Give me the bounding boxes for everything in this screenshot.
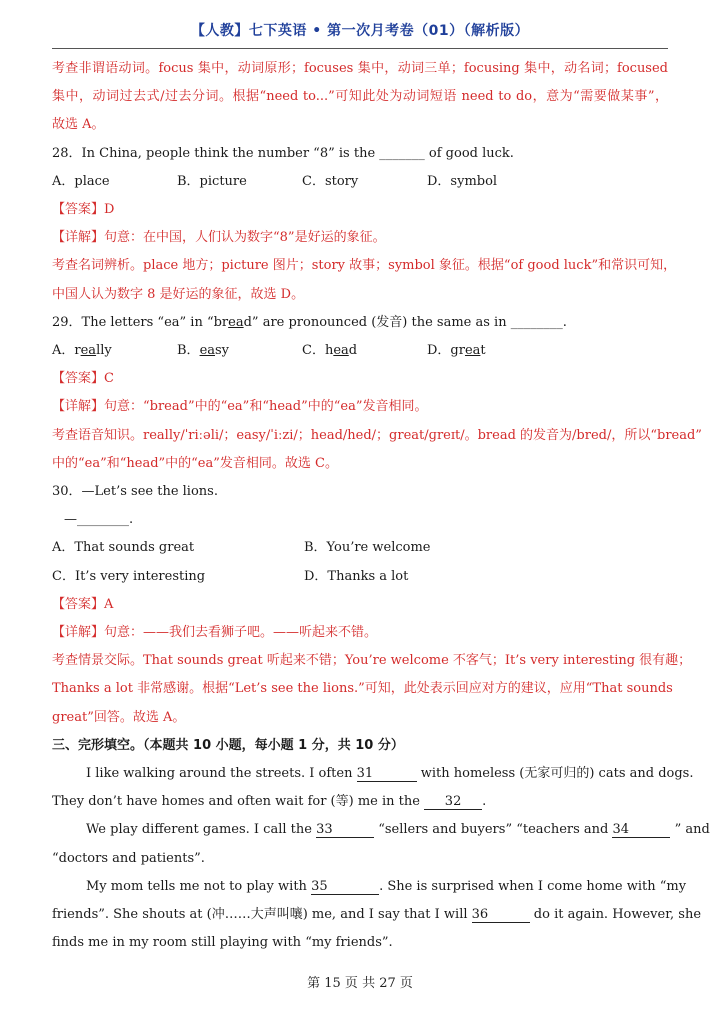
option-c: C．story (302, 173, 359, 189)
question-30-options-row2 (52, 563, 668, 591)
passage-line: friends”. She shouts at (冲……大声叫嚷) me, and I say that I will 36 do it again. However, she (52, 907, 702, 923)
explanation-line: great”回答。故选 A。 (52, 709, 186, 725)
explanation-line: 中国人认为数字 8 是好运的象征，故选 D。 (52, 286, 305, 302)
question-text: d” are pronounced (发音) the same as in ________. (243, 314, 567, 330)
header-divider (52, 48, 668, 49)
question-28: 28．In China, people think the number “8” is the _______ of good luck. (52, 145, 514, 161)
passage-line: “doctors and patients”. (52, 850, 205, 866)
answer-label: 【答案】A (52, 596, 114, 612)
question-30-options-row1 (52, 534, 668, 562)
passage-line: I like walking around the streets. I often 31 with homeless (无家可归的) cats and dogs. (86, 766, 694, 782)
question-29-options (52, 337, 668, 365)
detail-line: 【详解】句意：在中国，人们认为数字“8”是好运的象征。 (52, 230, 386, 246)
option-d: D．Thanks a lot (304, 568, 409, 584)
explanation-line: 中的“ea”和“head”中的“ea”发音相同。故选 C。 (52, 455, 338, 471)
detail-line: 【详解】句意：“bread”中的“ea”和“head”中的“ea”发音相同。 (52, 399, 428, 415)
page-content (52, 55, 710, 958)
explanation-line: 考查情景交际。That sounds great 听起来不错；You’re welcome 不客气；It’s very interesting 很有趣； (52, 653, 692, 669)
option-b: B．You’re welcome (304, 540, 431, 556)
section-heading: 三、完形填空。（本题共 10 小题，每小题 1 分，共 10 分） (52, 737, 404, 753)
blank-35: 35 (311, 880, 379, 895)
blank-34: 34 (612, 823, 670, 838)
option-d: D．symbol (427, 173, 498, 189)
option-b: B．picture (177, 173, 247, 189)
option-d: D．great (427, 343, 486, 359)
passage-line: finds me in my room still playing with “my friends”. (52, 935, 393, 951)
option-a: A．That sounds great (52, 540, 195, 556)
question-29 (52, 309, 668, 337)
explanation-line: 考查语音知识。really/ˈriːəli/；easy/ˈiːzi/；head/hed/；great/ɡreɪt/。bread 的发音为/bred/，所以“bread” (52, 427, 702, 443)
answer-label: 【答案】D (52, 202, 115, 218)
underlined-letters: ea (228, 314, 244, 330)
option-b: B．easy (177, 343, 230, 359)
passage-line: We play different games. I call the 33 “sellers and buyers” “teachers and 34 ” and (86, 822, 710, 838)
blank-36: 36 (472, 908, 530, 923)
detail-line: 【详解】句意：——我们去看狮子吧。——听起来不错。 (52, 625, 378, 641)
option-a: A．really (52, 343, 112, 359)
page-header: 【人教】七下英语 • 第一次月考卷（01）（解析版） (190, 23, 530, 39)
option-c: C．It’s very interesting (52, 568, 206, 584)
option-a: A．place (52, 173, 110, 189)
question-text: 29．The letters “ea” in “br (52, 314, 229, 330)
question-28-options (52, 168, 668, 196)
passage-line: They don’t have homes and often wait for (等) me in the 32 . (52, 794, 487, 810)
blank-33: 33 (316, 823, 374, 838)
page-number: 第 15 页 共 27 页 (307, 976, 413, 991)
explanation-line: 考查非谓语动词。focus 集中，动词原形；focuses 集中，动词三单；focusing 集中，动名词；focused (52, 61, 668, 76)
explanation-line: 集中，动词过去式/过去分词。根据“need to...”可知此处为动词短语 need to do，意为“需要做某事”， (52, 89, 668, 105)
passage-line: My mom tells me not to play with 35 . She is surprised when I come home with “my (86, 878, 687, 894)
question-30: 30．—Let’s see the lions. (52, 484, 218, 500)
answer-label: 【答案】C (52, 371, 114, 387)
option-c: C．head (302, 343, 358, 359)
blank-31: 31 (357, 767, 417, 782)
explanation-line: Thanks a lot 非常感谢。根据“Let’s see the lions.”可知，此处表示回应对方的建议，应用“That sounds (52, 681, 673, 697)
question-30-reply: —________. (64, 512, 134, 528)
blank-32: 32 (424, 795, 482, 810)
explanation-line: 故选 A。 (52, 117, 105, 133)
explanation-line: 考查名词辨析。place 地方；picture 图片；story 故事；symbol 象征。根据“of good luck”和常识可知， (52, 258, 677, 274)
